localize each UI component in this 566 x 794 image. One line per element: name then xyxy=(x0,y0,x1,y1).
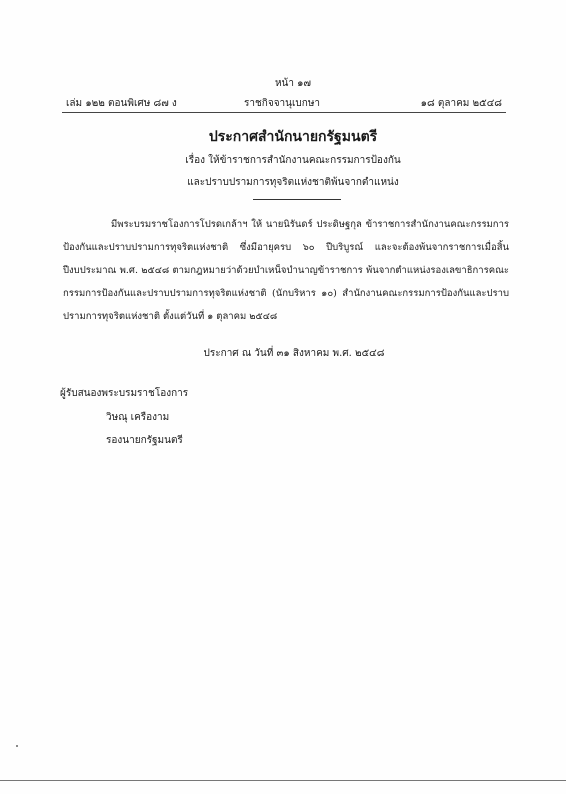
announcement-title: ประกาศสำนักนายกรัฐมนตรี xyxy=(208,129,378,145)
announcement-subject xyxy=(0,150,566,194)
given-date: ประกาศ ณ วันที่ ๓๑ สิงหาคม พ.ศ. ๒๕๔๘ xyxy=(203,348,385,359)
publication-date: ๑๘ ตุลาคม ๒๕๔๘ xyxy=(420,98,502,109)
signatory-position: รองนายกรัฐมนตรี xyxy=(106,435,183,446)
subject-line-2: และปราบปรามการทุจริตแห่งชาติพ้นจากตำแหน่ง xyxy=(187,177,399,188)
title-separator xyxy=(253,199,341,200)
publication-name: ราชกิจจานุเบกษา xyxy=(244,98,321,109)
body-paragraph: มีพระบรมราชโองการโปรดเกล้าฯ ให้ นายนิรันดร์ ประดิษฐกุล ข้าราชการสำนักงานคณะกรรมการป้องกันและปราบปรามการทุจริตแห่งชาติ ซึ่งมีอายุครบ ๖๐ ปีบริบูรณ์ และจะต้องพ้นจากราชการเมื่อสิ้นปีงบประมาณ พ.ศ. ๒๕๔๘ ตามกฎหมายว่าด้วยบำเหน็จบำนาญข้าราชการ พ้นจากตำแหน่งรองเลขาธิการคณะกรรมการป้องกันและปราบปรามการทุจริตแห่งชาติ (นักบริหาร ๑๐) สำนักงานคณะกรรมการป้องกันและปราบปรามการทุจริตแห่งชาติ ตั้งแต่วันที่ ๑ ตุลาคม ๒๕๔๘ xyxy=(63,219,509,322)
header-rule xyxy=(62,112,506,113)
signatory-name: วิษณุ เครืองาม xyxy=(106,412,170,423)
page-number: หน้า ๑๗ xyxy=(274,78,312,89)
volume-issue: เล่ม ๑๒๒ ตอนพิเศษ ๘๗ ง xyxy=(66,98,177,109)
bottom-scan-edge xyxy=(0,780,566,781)
scan-speck xyxy=(16,745,18,747)
subject-line-1: เรื่อง ให้ข้าราชการสำนักงานคณะกรรมการป้องกัน xyxy=(185,155,401,166)
countersign-role: ผู้รับสนองพระบรมราชโองการ xyxy=(60,388,189,399)
announcement-body xyxy=(63,213,509,328)
